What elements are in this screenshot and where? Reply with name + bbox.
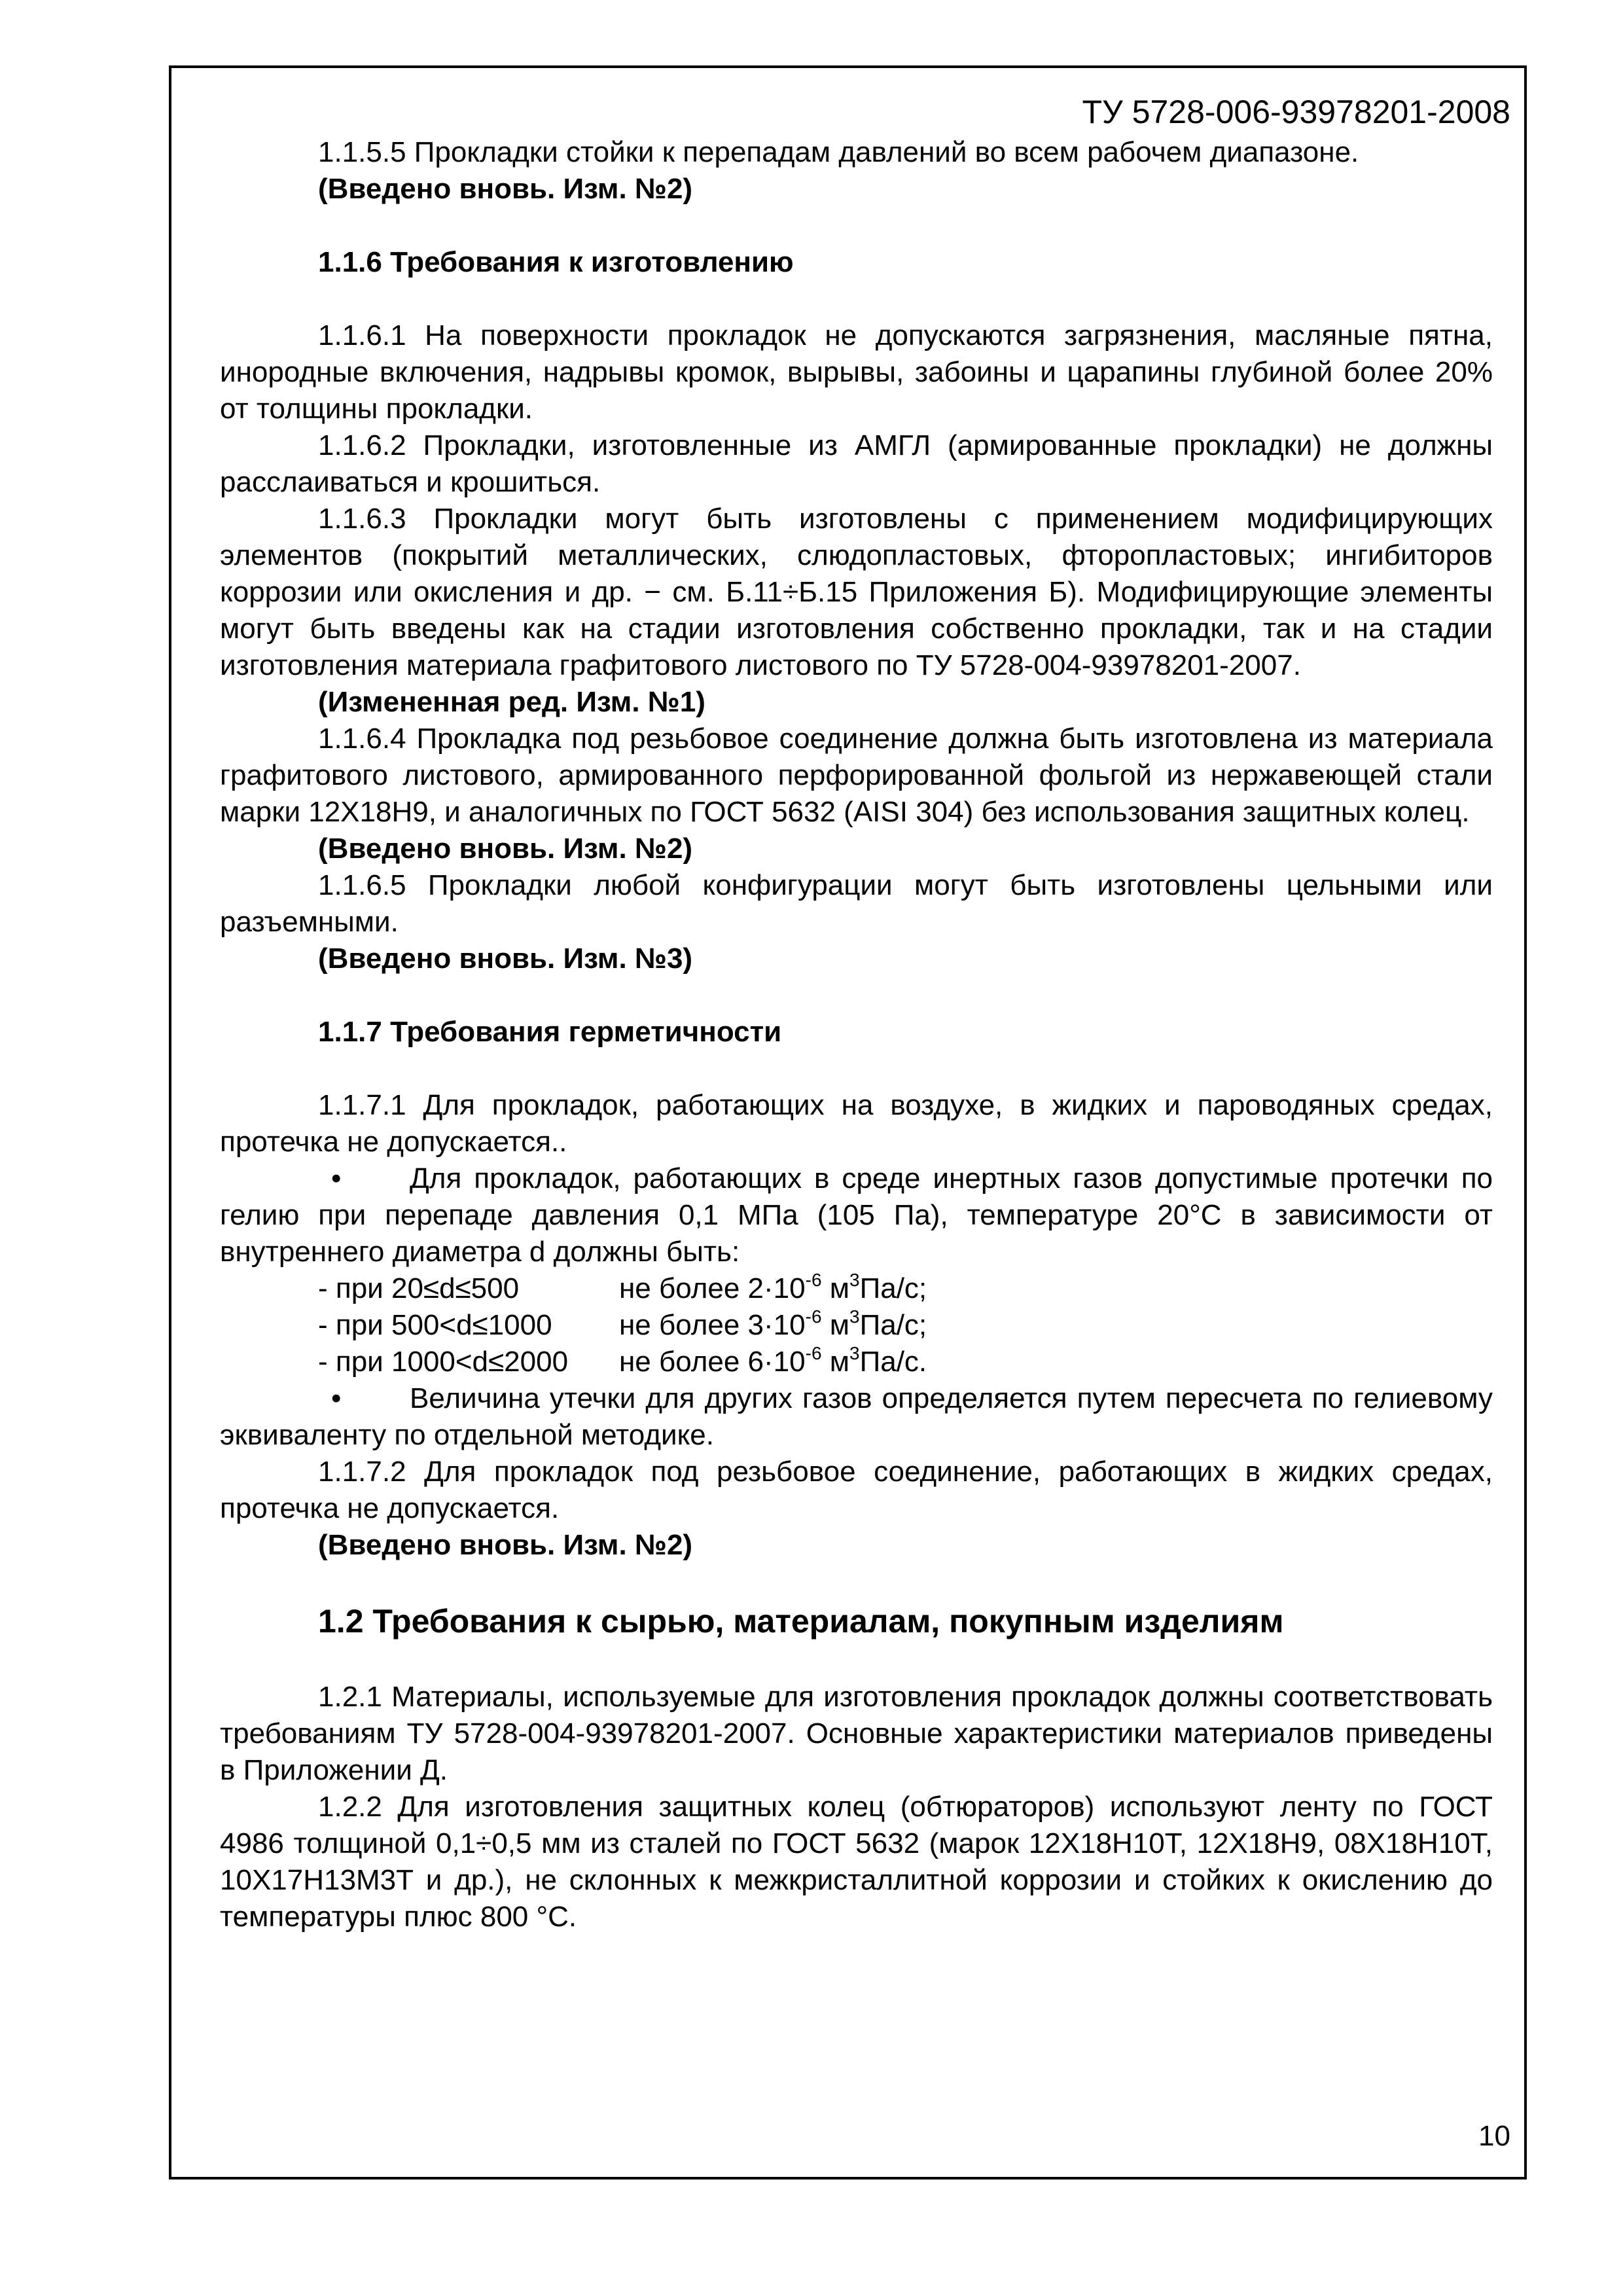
paragraph-1-1-6-4: 1.1.6.4 Прокладка под резьбовое соединение должна быть изготовлена из материала графитового листового, армированного перфорированной фольгой из нержавеющей стали марки 12Х18Н9, и аналогичных по ГОСТ 5632 (AISI 304) без использования защитных колец.: [220, 723, 1493, 828]
amendment-note: (Введено вновь. Изм. №2): [318, 173, 693, 205]
page-number: 10: [1478, 2120, 1510, 2152]
paragraph-1-1-7-2: 1.1.7.2 Для прокладок под резьбовое соединение, работающих в жидких средах, протечка не допускается.: [220, 1456, 1493, 1524]
bullet-text: Величина утечки для других газов определяется путем пересчета по гелиевому эквиваленту по отдельной методике.: [220, 1382, 1493, 1451]
document-code: ТУ 5728-006-93978201-2008: [1082, 94, 1510, 130]
leak-range: - при 20≤d≤500: [318, 1272, 520, 1304]
bullet-item: [220, 1160, 1493, 1270]
section-heading-1-1-7: 1.1.7 Требования герметичности: [318, 1016, 782, 1048]
paragraph-1-1-6-5: 1.1.6.5 Прокладки любой конфигурации могут быть изготовлены цельными или разъемными.: [220, 869, 1493, 938]
section-heading-1-2: 1.2 Требования к сырью, материалам, покупным изделиям: [318, 1603, 1284, 1640]
bullet-icon: •: [331, 1162, 342, 1194]
leak-range: - при 500<d≤1000: [318, 1309, 552, 1341]
paragraph-1-1-6-1: 1.1.6.1 На поверхности прокладок не допускаются загрязнения, масляные пятна, инородные включения, надрывы кромок, вырывы, забоины и царапины глубиной более 20% от толщины прокладки.: [220, 319, 1493, 425]
leak-row: [220, 1307, 1493, 1344]
amendment-note: (Измененная ред. Изм. №1): [318, 686, 705, 718]
leak-row: [220, 1270, 1493, 1307]
bullet-text: Для прокладок, работающих в среде инертных газов допустимые протечки по гелию при перепаде давления 0,1 МПа (105 Па), температуре 20°С в зависимости от внутреннего диаметра d должны быть:: [220, 1162, 1493, 1268]
page-content: [220, 134, 1493, 1935]
section-heading-1-1-6: 1.1.6 Требования к изготовлению: [318, 246, 794, 278]
paragraph-1-2-1: 1.2.1 Материалы, используемые для изготовления прокладок должны соответствовать требованиям ТУ 5728-004-93978201-2007. Основные характеристики материалов приведены в Приложении Д.: [220, 1681, 1493, 1786]
paragraph-1-1-5-5: 1.1.5.5 Прокладки стойки к перепадам давлений во всем рабочем диапазоне.: [318, 136, 1359, 168]
leak-row: [220, 1344, 1493, 1380]
paragraph-1-1-6-2: 1.1.6.2 Прокладки, изготовленные из АМГЛ (армированные прокладки) не должны расслаиваться и крошиться.: [220, 429, 1493, 498]
amendment-note: (Введено вновь. Изм. №2): [318, 1529, 693, 1561]
paragraph-1-2-2: 1.2.2 Для изготовления защитных колец (обтюраторов) используют ленту по ГОСТ 4986 толщиной 0,1÷0,5 мм из сталей по ГОСТ 5632 (марок 12Х18Н10Т, 12Х18Н9, 08Х18Н10Т, 10Х17Н13М3Т и др.), не склонных к межкристаллитной коррозии и стойких к окислению до температуры плюс 800 °С.: [220, 1791, 1493, 1933]
leak-value: не более $6\cdot 10^{-6}$ $м^3Па/с$.: [619, 1343, 927, 1378]
bullet-item: [220, 1380, 1493, 1454]
leak-range: - при 1000<d≤2000: [318, 1346, 569, 1378]
paragraph-1-1-6-3: 1.1.6.3 Прокладки могут быть изготовлены с применением модифицирующих элементов (покрытий металлических, слюдопластовых, фторопластовых; ингибиторов коррозии или окисления и др. − см. Б.11÷Б.15 Приложения Б). Модифицирующие элементы могут быть введены как на стадии изготовления собственно прокладки, так и на стадии изготовления материала графитового листового по ТУ 5728-004-93978201-2007.: [220, 503, 1493, 681]
leak-value: не более $3\cdot 10^{-6}$ $м^3Па/с$;: [619, 1306, 927, 1341]
amendment-note: (Введено вновь. Изм. №2): [318, 833, 693, 865]
leak-value: не более $2\cdot 10^{-6}$ $м^3Па/с$;: [619, 1270, 927, 1304]
bullet-icon: •: [331, 1382, 342, 1414]
paragraph-1-1-7-1: 1.1.7.1 Для прокладок, работающих на воздухе, в жидких и пароводяных средах, протечка не допускается..: [220, 1089, 1493, 1158]
amendment-note: (Введено вновь. Изм. №3): [318, 942, 693, 975]
